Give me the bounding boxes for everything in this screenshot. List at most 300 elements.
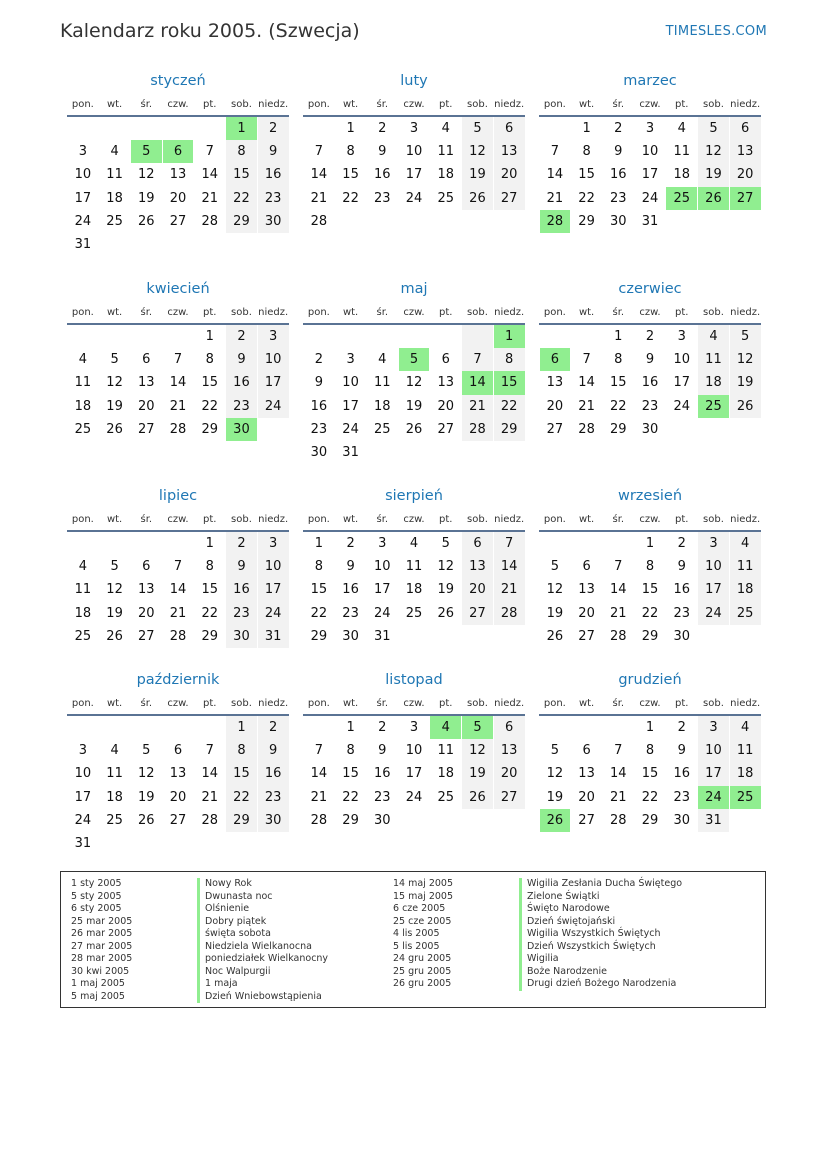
day-cell[interactable]: 3 — [677, 329, 686, 344]
day-cell[interactable]: 5 — [110, 559, 119, 575]
day-cell[interactable]: 27 — [494, 187, 525, 210]
day-cell[interactable]: 15 — [201, 375, 218, 391]
holiday-day-cell[interactable]: 28 — [540, 210, 571, 233]
day-cell[interactable]: 12 — [546, 766, 564, 782]
day-cell[interactable]: 29 — [342, 812, 359, 828]
day-cell[interactable]: 29 — [610, 421, 627, 437]
day-cell[interactable]: 7 — [614, 559, 623, 575]
day-cell[interactable]: 2 — [258, 117, 289, 140]
day-cell[interactable]: 29 — [641, 628, 659, 644]
day-cell[interactable]: 31 — [258, 625, 289, 648]
day-cell[interactable]: 5 — [142, 743, 151, 759]
day-cell[interactable]: 24 — [405, 789, 423, 805]
day-cell[interactable]: 13 — [169, 766, 187, 782]
day-cell[interactable]: 23 — [374, 789, 391, 805]
day-cell[interactable]: 14 — [546, 167, 564, 183]
day-cell[interactable]: 24 — [405, 190, 423, 206]
day-cell[interactable]: 25 — [374, 421, 391, 437]
day-cell[interactable]: 20 — [578, 789, 595, 805]
day-cell[interactable]: 18 — [437, 167, 454, 183]
day-cell[interactable]: 31 — [641, 213, 659, 229]
holiday-day-cell[interactable]: 24 — [698, 786, 729, 809]
day-cell[interactable]: 22 — [578, 190, 595, 206]
holiday-day-cell[interactable]: 4 — [430, 716, 461, 739]
day-cell[interactable]: 4 — [409, 536, 419, 551]
day-cell[interactable]: 19 — [462, 163, 493, 186]
day-cell[interactable]: 10 — [405, 144, 423, 160]
holiday-day-cell[interactable]: 25 — [666, 187, 697, 210]
day-cell[interactable]: 15 — [226, 163, 257, 186]
day-cell[interactable]: 5 — [550, 743, 559, 759]
day-cell[interactable]: 26 — [730, 395, 761, 418]
day-cell[interactable]: 9 — [677, 743, 686, 759]
day-cell[interactable]: 13 — [462, 555, 493, 578]
day-cell[interactable]: 15 — [641, 766, 659, 782]
day-cell[interactable]: 9 — [258, 140, 289, 163]
day-cell[interactable]: 23 — [641, 398, 659, 414]
day-cell[interactable]: 8 — [614, 352, 623, 368]
day-cell[interactable]: 19 — [546, 605, 564, 621]
day-cell[interactable]: 24 — [258, 602, 289, 625]
day-cell[interactable]: 15 — [641, 582, 659, 598]
day-cell[interactable]: 27 — [578, 812, 595, 828]
day-cell[interactable]: 9 — [314, 375, 323, 391]
day-cell[interactable]: 1 — [226, 716, 257, 739]
holiday-day-cell[interactable]: 25 — [698, 395, 729, 418]
day-cell[interactable]: 4 — [78, 559, 87, 575]
day-cell[interactable]: 17 — [641, 167, 659, 183]
day-cell[interactable]: 10 — [673, 352, 690, 368]
day-cell[interactable]: 3 — [258, 532, 289, 555]
day-cell[interactable]: 20 — [437, 398, 454, 414]
day-cell[interactable]: 13 — [578, 766, 595, 782]
day-cell[interactable]: 18 — [673, 167, 690, 183]
day-cell[interactable]: 20 — [138, 398, 155, 414]
day-cell[interactable]: 5 — [441, 536, 450, 551]
day-cell[interactable]: 3 — [645, 121, 655, 136]
day-cell[interactable]: 14 — [169, 375, 187, 391]
holiday-day-cell[interactable]: 6 — [540, 348, 571, 371]
day-cell[interactable]: 4 — [110, 743, 119, 759]
day-cell[interactable]: 7 — [614, 743, 623, 759]
day-cell[interactable]: 16 — [258, 762, 289, 785]
day-cell[interactable]: 9 — [378, 144, 387, 160]
day-cell[interactable]: 8 — [226, 739, 257, 762]
holiday-day-cell[interactable]: 15 — [494, 371, 525, 394]
day-cell[interactable]: 20 — [169, 789, 187, 805]
day-cell[interactable]: 5 — [550, 559, 559, 575]
day-cell[interactable]: 16 — [610, 167, 627, 183]
day-cell[interactable]: 1 — [346, 121, 355, 136]
day-cell[interactable]: 30 — [610, 213, 627, 229]
day-cell[interactable]: 24 — [698, 602, 729, 625]
day-cell[interactable]: 8 — [205, 352, 214, 368]
day-cell[interactable]: 2 — [614, 121, 623, 136]
day-cell[interactable]: 8 — [346, 743, 355, 759]
day-cell[interactable]: 21 — [201, 789, 218, 805]
day-cell[interactable]: 13 — [169, 167, 187, 183]
day-cell[interactable]: 13 — [494, 140, 525, 163]
day-cell[interactable]: 7 — [494, 532, 525, 555]
day-cell[interactable]: 26 — [405, 421, 423, 437]
day-cell[interactable]: 27 — [462, 602, 493, 625]
site-logo[interactable]: TIMESLES.COM — [665, 24, 767, 39]
day-cell[interactable]: 25 — [437, 190, 454, 206]
day-cell[interactable]: 15 — [201, 582, 218, 598]
day-cell[interactable]: 3 — [258, 325, 289, 348]
day-cell[interactable]: 12 — [138, 167, 155, 183]
day-cell[interactable]: 28 — [610, 628, 627, 644]
day-cell[interactable]: 29 — [641, 812, 659, 828]
day-cell[interactable]: 7 — [205, 743, 214, 759]
day-cell[interactable]: 14 — [494, 555, 525, 578]
day-cell[interactable]: 30 — [641, 421, 659, 437]
day-cell[interactable]: 6 — [494, 117, 525, 140]
day-cell[interactable]: 26 — [106, 628, 123, 644]
day-cell[interactable]: 6 — [441, 352, 450, 368]
day-cell[interactable]: 20 — [546, 398, 564, 414]
holiday-day-cell[interactable]: 30 — [226, 418, 257, 441]
day-cell[interactable]: 29 — [201, 421, 218, 437]
day-cell[interactable]: 10 — [74, 766, 92, 782]
day-cell[interactable]: 7 — [582, 352, 591, 368]
day-cell[interactable]: 1 — [645, 536, 655, 551]
day-cell[interactable]: 20 — [578, 605, 595, 621]
day-cell[interactable]: 14 — [578, 375, 595, 391]
day-cell[interactable]: 16 — [258, 163, 289, 186]
day-cell[interactable]: 8 — [582, 144, 591, 160]
day-cell[interactable]: 4 — [730, 716, 761, 739]
day-cell[interactable]: 14 — [310, 766, 328, 782]
day-cell[interactable]: 4 — [698, 325, 729, 348]
day-cell[interactable]: 17 — [405, 766, 423, 782]
day-cell[interactable]: 11 — [74, 375, 92, 391]
day-cell[interactable]: 1 — [205, 329, 214, 344]
day-cell[interactable]: 28 — [494, 602, 525, 625]
day-cell[interactable]: 27 — [138, 628, 155, 644]
day-cell[interactable]: 14 — [201, 766, 218, 782]
day-cell[interactable]: 16 — [226, 578, 257, 601]
day-cell[interactable]: 20 — [730, 163, 761, 186]
day-cell[interactable]: 16 — [673, 582, 690, 598]
day-cell[interactable]: 18 — [698, 371, 729, 394]
day-cell[interactable]: 22 — [226, 187, 257, 210]
day-cell[interactable]: 30 — [310, 444, 328, 460]
holiday-day-cell[interactable]: 14 — [462, 371, 493, 394]
day-cell[interactable]: 30 — [226, 625, 257, 648]
day-cell[interactable]: 7 — [314, 743, 323, 759]
day-cell[interactable]: 5 — [698, 117, 729, 140]
day-cell[interactable]: 19 — [106, 605, 123, 621]
day-cell[interactable]: 14 — [310, 167, 328, 183]
day-cell[interactable]: 27 — [546, 421, 564, 437]
day-cell[interactable]: 28 — [462, 418, 493, 441]
day-cell[interactable]: 2 — [378, 720, 387, 735]
day-cell[interactable]: 19 — [106, 398, 123, 414]
day-cell[interactable]: 18 — [106, 789, 123, 805]
day-cell[interactable]: 18 — [106, 190, 123, 206]
holiday-day-cell[interactable]: 5 — [399, 348, 430, 371]
holiday-day-cell[interactable]: 25 — [730, 786, 761, 809]
day-cell[interactable]: 23 — [226, 602, 257, 625]
day-cell[interactable]: 6 — [462, 532, 493, 555]
day-cell[interactable]: 21 — [310, 789, 328, 805]
day-cell[interactable]: 12 — [106, 582, 123, 598]
day-cell[interactable]: 5 — [462, 117, 493, 140]
day-cell[interactable]: 16 — [342, 582, 359, 598]
day-cell[interactable]: 14 — [610, 582, 627, 598]
day-cell[interactable]: 15 — [342, 167, 359, 183]
day-cell[interactable]: 4 — [677, 121, 686, 136]
holiday-day-cell[interactable]: 27 — [730, 187, 761, 210]
day-cell[interactable]: 18 — [74, 605, 92, 621]
day-cell[interactable]: 27 — [138, 421, 155, 437]
day-cell[interactable]: 9 — [645, 352, 655, 368]
day-cell[interactable]: 12 — [462, 739, 493, 762]
day-cell[interactable]: 2 — [346, 536, 355, 551]
day-cell[interactable]: 21 — [546, 190, 564, 206]
day-cell[interactable]: 27 — [437, 421, 454, 437]
day-cell[interactable]: 16 — [310, 398, 328, 414]
day-cell[interactable]: 22 — [610, 398, 627, 414]
day-cell[interactable]: 16 — [226, 371, 257, 394]
day-cell[interactable]: 11 — [698, 348, 729, 371]
day-cell[interactable]: 1 — [205, 536, 214, 551]
day-cell[interactable]: 17 — [258, 578, 289, 601]
day-cell[interactable]: 17 — [673, 375, 690, 391]
day-cell[interactable]: 2 — [258, 716, 289, 739]
day-cell[interactable]: 23 — [673, 789, 690, 805]
day-cell[interactable]: 13 — [138, 375, 155, 391]
day-cell[interactable]: 28 — [201, 812, 218, 828]
day-cell[interactable]: 8 — [645, 559, 655, 575]
day-cell[interactable]: 15 — [226, 762, 257, 785]
day-cell[interactable]: 24 — [342, 421, 359, 437]
day-cell[interactable]: 21 — [610, 789, 627, 805]
day-cell[interactable]: 3 — [409, 720, 419, 735]
day-cell[interactable]: 8 — [645, 743, 655, 759]
day-cell[interactable]: 8 — [494, 348, 525, 371]
day-cell[interactable]: 1 — [582, 121, 591, 136]
day-cell[interactable]: 12 — [106, 375, 123, 391]
day-cell[interactable]: 31 — [74, 236, 92, 252]
day-cell[interactable]: 21 — [201, 190, 218, 206]
day-cell[interactable]: 24 — [673, 398, 690, 414]
day-cell[interactable]: 2 — [314, 352, 323, 368]
day-cell[interactable]: 25 — [106, 812, 123, 828]
day-cell[interactable]: 29 — [578, 213, 595, 229]
day-cell[interactable]: 11 — [730, 739, 761, 762]
day-cell[interactable]: 26 — [437, 605, 454, 621]
day-cell[interactable]: 15 — [610, 375, 627, 391]
holiday-day-cell[interactable]: 26 — [698, 187, 729, 210]
day-cell[interactable]: 11 — [730, 555, 761, 578]
day-cell[interactable]: 12 — [138, 766, 155, 782]
day-cell[interactable]: 10 — [258, 555, 289, 578]
day-cell[interactable]: 24 — [258, 395, 289, 418]
day-cell[interactable]: 21 — [462, 395, 493, 418]
day-cell[interactable]: 9 — [378, 743, 387, 759]
holiday-day-cell[interactable]: 1 — [226, 117, 257, 140]
day-cell[interactable]: 16 — [641, 375, 659, 391]
day-cell[interactable]: 4 — [730, 532, 761, 555]
day-cell[interactable]: 1 — [645, 720, 655, 735]
day-cell[interactable]: 29 — [201, 628, 218, 644]
day-cell[interactable]: 6 — [142, 352, 151, 368]
day-cell[interactable]: 5 — [110, 352, 119, 368]
day-cell[interactable]: 26 — [106, 421, 123, 437]
day-cell[interactable]: 13 — [578, 582, 595, 598]
day-cell[interactable]: 4 — [110, 144, 119, 160]
day-cell[interactable]: 26 — [138, 213, 155, 229]
day-cell[interactable]: 17 — [74, 190, 92, 206]
day-cell[interactable]: 17 — [342, 398, 359, 414]
day-cell[interactable]: 8 — [314, 559, 323, 575]
day-cell[interactable]: 3 — [378, 536, 387, 551]
day-cell[interactable]: 13 — [494, 739, 525, 762]
day-cell[interactable]: 2 — [645, 329, 655, 344]
day-cell[interactable]: 20 — [462, 578, 493, 601]
day-cell[interactable]: 28 — [310, 812, 328, 828]
day-cell[interactable]: 14 — [169, 582, 187, 598]
day-cell[interactable]: 31 — [698, 809, 729, 832]
day-cell[interactable]: 25 — [74, 628, 92, 644]
day-cell[interactable]: 14 — [201, 167, 218, 183]
day-cell[interactable]: 19 — [730, 371, 761, 394]
day-cell[interactable]: 9 — [614, 144, 623, 160]
day-cell[interactable]: 18 — [437, 766, 454, 782]
day-cell[interactable]: 27 — [169, 213, 187, 229]
day-cell[interactable]: 23 — [610, 190, 627, 206]
day-cell[interactable]: 8 — [226, 140, 257, 163]
day-cell[interactable]: 6 — [582, 743, 591, 759]
day-cell[interactable]: 11 — [106, 766, 123, 782]
day-cell[interactable]: 18 — [374, 398, 391, 414]
day-cell[interactable]: 1 — [314, 536, 323, 551]
day-cell[interactable]: 23 — [258, 187, 289, 210]
holiday-day-cell[interactable]: 5 — [131, 140, 162, 163]
day-cell[interactable]: 23 — [310, 421, 328, 437]
day-cell[interactable]: 30 — [673, 628, 690, 644]
day-cell[interactable]: 10 — [74, 167, 92, 183]
day-cell[interactable]: 11 — [437, 743, 454, 759]
day-cell[interactable]: 10 — [698, 555, 729, 578]
day-cell[interactable]: 3 — [346, 352, 355, 368]
day-cell[interactable]: 21 — [578, 398, 595, 414]
day-cell[interactable]: 29 — [494, 418, 525, 441]
day-cell[interactable]: 16 — [374, 167, 391, 183]
holiday-day-cell[interactable]: 26 — [540, 809, 571, 832]
day-cell[interactable]: 4 — [378, 352, 387, 368]
day-cell[interactable]: 25 — [106, 213, 123, 229]
day-cell[interactable]: 22 — [641, 605, 659, 621]
day-cell[interactable]: 14 — [610, 766, 627, 782]
day-cell[interactable]: 12 — [730, 348, 761, 371]
day-cell[interactable]: 2 — [226, 532, 257, 555]
day-cell[interactable]: 7 — [314, 144, 323, 160]
day-cell[interactable]: 3 — [78, 743, 87, 759]
day-cell[interactable]: 13 — [437, 375, 454, 391]
day-cell[interactable]: 23 — [258, 786, 289, 809]
day-cell[interactable]: 22 — [494, 395, 525, 418]
day-cell[interactable]: 9 — [226, 348, 257, 371]
day-cell[interactable]: 6 — [494, 716, 525, 739]
day-cell[interactable]: 25 — [730, 602, 761, 625]
day-cell[interactable]: 10 — [258, 348, 289, 371]
day-cell[interactable]: 12 — [437, 559, 454, 575]
day-cell[interactable]: 6 — [730, 117, 761, 140]
day-cell[interactable]: 2 — [226, 325, 257, 348]
day-cell[interactable]: 23 — [342, 605, 359, 621]
day-cell[interactable]: 1 — [614, 329, 623, 344]
day-cell[interactable]: 18 — [730, 578, 761, 601]
day-cell[interactable]: 23 — [226, 395, 257, 418]
day-cell[interactable]: 25 — [74, 421, 92, 437]
day-cell[interactable]: 11 — [74, 582, 92, 598]
day-cell[interactable]: 24 — [74, 213, 92, 229]
day-cell[interactable]: 13 — [730, 140, 761, 163]
day-cell[interactable]: 27 — [578, 628, 595, 644]
day-cell[interactable]: 27 — [169, 812, 187, 828]
day-cell[interactable]: 8 — [346, 144, 355, 160]
day-cell[interactable]: 22 — [226, 786, 257, 809]
day-cell[interactable]: 9 — [677, 559, 686, 575]
day-cell[interactable]: 12 — [462, 140, 493, 163]
day-cell[interactable]: 9 — [258, 739, 289, 762]
day-cell[interactable]: 6 — [142, 559, 151, 575]
day-cell[interactable]: 1 — [346, 720, 355, 735]
day-cell[interactable]: 26 — [462, 786, 493, 809]
day-cell[interactable]: 4 — [78, 352, 87, 368]
day-cell[interactable]: 28 — [169, 421, 187, 437]
day-cell[interactable]: 22 — [310, 605, 328, 621]
day-cell[interactable]: 25 — [437, 789, 454, 805]
day-cell[interactable]: 8 — [205, 559, 214, 575]
day-cell[interactable]: 20 — [494, 762, 525, 785]
day-cell[interactable]: 18 — [74, 398, 92, 414]
day-cell[interactable]: 20 — [169, 190, 187, 206]
day-cell[interactable]: 29 — [226, 809, 257, 832]
day-cell[interactable]: 7 — [205, 144, 214, 160]
day-cell[interactable]: 28 — [578, 421, 595, 437]
day-cell[interactable]: 3 — [698, 716, 729, 739]
day-cell[interactable]: 6 — [173, 743, 183, 759]
day-cell[interactable]: 19 — [138, 190, 155, 206]
day-cell[interactable]: 31 — [374, 628, 391, 644]
day-cell[interactable]: 22 — [641, 789, 659, 805]
day-cell[interactable]: 7 — [550, 144, 559, 160]
day-cell[interactable]: 22 — [201, 398, 218, 414]
day-cell[interactable]: 28 — [201, 213, 218, 229]
day-cell[interactable]: 10 — [405, 743, 423, 759]
day-cell[interactable]: 10 — [374, 559, 391, 575]
day-cell[interactable]: 22 — [342, 789, 359, 805]
day-cell[interactable]: 21 — [310, 190, 328, 206]
day-cell[interactable]: 3 — [698, 532, 729, 555]
day-cell[interactable]: 10 — [698, 739, 729, 762]
day-cell[interactable]: 15 — [578, 167, 595, 183]
day-cell[interactable]: 10 — [342, 375, 359, 391]
day-cell[interactable]: 19 — [437, 582, 454, 598]
day-cell[interactable]: 19 — [405, 398, 423, 414]
day-cell[interactable]: 3 — [409, 121, 419, 136]
day-cell[interactable]: 7 — [173, 559, 183, 575]
day-cell[interactable]: 15 — [310, 582, 328, 598]
day-cell[interactable]: 26 — [462, 187, 493, 210]
day-cell[interactable]: 31 — [74, 835, 92, 851]
day-cell[interactable]: 13 — [546, 375, 564, 391]
day-cell[interactable]: 5 — [730, 325, 761, 348]
